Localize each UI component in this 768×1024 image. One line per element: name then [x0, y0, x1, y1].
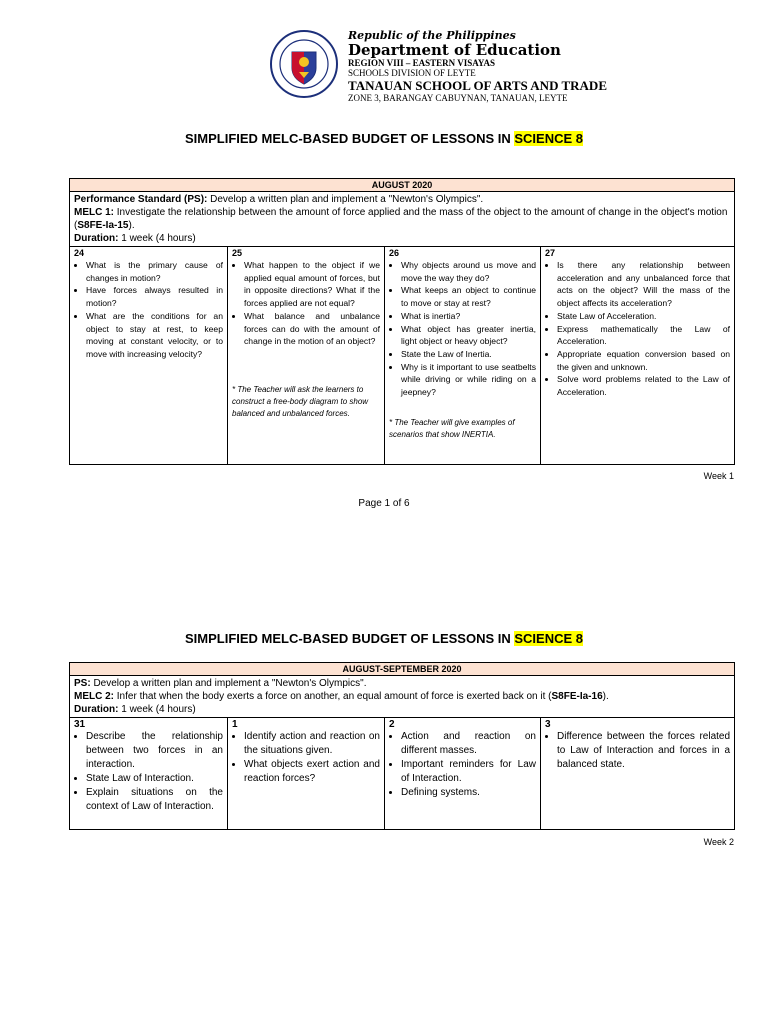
topic-list: [389, 259, 536, 399]
letterhead: [270, 30, 710, 110]
topic-list: [232, 730, 380, 786]
month-header: AUGUST 2020: [70, 179, 735, 192]
title-prefix: SIMPLIFIED MELC-BASED BUDGET OF LESSONS IN: [185, 131, 515, 146]
day-cell: [228, 247, 385, 465]
day-cell: [385, 247, 541, 465]
day-number: 26: [389, 248, 400, 258]
title-subject: SCIENCE 8: [514, 631, 583, 646]
list-item: • Why is it important to use seatbelts while driving or while riding on a jeepney?: [401, 361, 536, 399]
deped-seal-icon: [270, 30, 338, 98]
title-prefix: SIMPLIFIED MELC-BASED BUDGET OF LESSONS IN: [185, 631, 515, 646]
standards-cell: [70, 676, 735, 718]
list-item: • What happen to the object if we applied equal amount of forces, but in opposite directions? What if the forces applied are not equal?: [244, 259, 380, 310]
title-subject: SCIENCE 8: [514, 131, 583, 146]
topic-list: [389, 730, 536, 800]
day-cell: [70, 247, 228, 465]
list-item: • What objects exert action and reaction forces?: [244, 758, 380, 786]
page-number: Page 1 of 6: [358, 498, 410, 509]
list-item: • State Law of Acceleration.: [557, 310, 730, 323]
day-number: 1: [232, 719, 238, 730]
list-item: • State Law of Interaction.: [86, 772, 223, 786]
topic-list: [545, 259, 730, 399]
day-cell: [70, 718, 228, 830]
performance-standard: PS: Develop a written plan and implement a "Newton's Olympics".: [74, 678, 367, 689]
list-item: • Describe the relationship between two forces in an interaction.: [86, 730, 223, 772]
day-cell: [541, 247, 735, 465]
division-line: SCHOOLS DIVISION OF LEYTE: [348, 68, 476, 78]
duration-line: Duration: 1 week (4 hours): [74, 233, 196, 244]
list-item: • Solve word problems related to the Law of Acceleration.: [557, 373, 730, 398]
region-line: REGION VIII – EASTERN VISAYAS: [348, 58, 496, 68]
day-cell: [228, 718, 385, 830]
topic-list: [545, 730, 730, 772]
day-number: 25: [232, 248, 243, 258]
list-item: • Appropriate equation conversion based on the given and unknown.: [557, 348, 730, 373]
list-item: • What is the primary cause of changes in motion?: [86, 259, 223, 284]
lesson-table-week1: [69, 178, 735, 465]
day-number: 27: [545, 248, 556, 258]
list-item: • Difference between the forces related to Law of Interaction and forces in a balanced state.: [557, 730, 730, 772]
topic-list: [232, 259, 380, 348]
list-item: • State the Law of Inertia.: [401, 348, 536, 361]
list-item: • Explain situations on the context of Law of Interaction.: [86, 786, 223, 814]
day-number: 24: [74, 248, 85, 258]
list-item: • Have forces always resulted in motion?: [86, 284, 223, 309]
list-item: • Defining systems.: [401, 786, 536, 800]
topic-list: [74, 259, 223, 361]
day-cell: [385, 718, 541, 830]
day-number: 31: [74, 719, 86, 730]
duration-line: Duration: 1 week (4 hours): [74, 704, 196, 715]
list-item: • What keeps an object to continue to move or stay at rest?: [401, 284, 536, 309]
list-item: • Action and reaction on different masses.: [401, 730, 536, 758]
day-number: 2: [389, 719, 395, 730]
teacher-note: * The Teacher will give examples of scenarios that show INERTIA.: [389, 417, 515, 439]
melc-line: MELC 1: Investigate the relationship between the amount of force applied and the mass of the object to the amount of change in the object's motion (S8FE-Ia-15).: [74, 207, 728, 231]
list-item: • What are the conditions for an object to stay at rest, to keep moving at constant velocity, or to move with increasing velocity?: [86, 310, 223, 361]
list-item: • Identify action and reaction on the situations given.: [244, 730, 380, 758]
month-header: AUGUST-SEPTEMBER 2020: [70, 663, 735, 676]
school-address: ZONE 3, BARANGAY CABUYNAN, TANAUAN, LEYTE: [348, 93, 568, 103]
list-item: • Express mathematically the Law of Acceleration.: [557, 323, 730, 348]
performance-standard: Performance Standard (PS): Develop a written plan and implement a "Newton's Olympics".: [74, 194, 484, 205]
week-label: Week 2: [703, 837, 734, 847]
school-name: TANAUAN SCHOOL OF ARTS AND TRADE: [348, 78, 607, 93]
day-cell: [541, 718, 735, 830]
standards-cell: [70, 192, 735, 247]
teacher-note: * The Teacher will ask the learners to construct a free-body diagram to show balanced and unbalanced forces.: [232, 384, 369, 418]
list-item: • Is there any relationship between acceleration and any unbalanced force that acts on the object? Will the mass of the object affects its acceleration?: [557, 259, 730, 310]
topic-list: [74, 730, 223, 814]
week-label: Week 1: [703, 471, 734, 481]
list-item: • What object has greater inertia, light object or heavy object?: [401, 323, 536, 348]
melc-line: MELC 2: Infer that when the body exerts a force on another, an equal amount of force is exerted back on it (S8FE-Ia-16).: [74, 691, 609, 702]
list-item: • Why objects around us move and move the way they do?: [401, 259, 536, 284]
page2-title: [0, 631, 768, 646]
list-item: • Important reminders for Law of Interaction.: [401, 758, 536, 786]
page1-title: [0, 131, 768, 146]
day-number: 3: [545, 719, 551, 730]
republic-line: Republic of the Philippines: [348, 29, 516, 42]
list-item: • What balance and unbalance forces can do with the amount of change in the motion of an object?: [244, 310, 380, 348]
lesson-table-week2: [69, 662, 735, 830]
department-name: Department of Education: [348, 41, 561, 59]
list-item: • What is inertia?: [401, 310, 536, 323]
